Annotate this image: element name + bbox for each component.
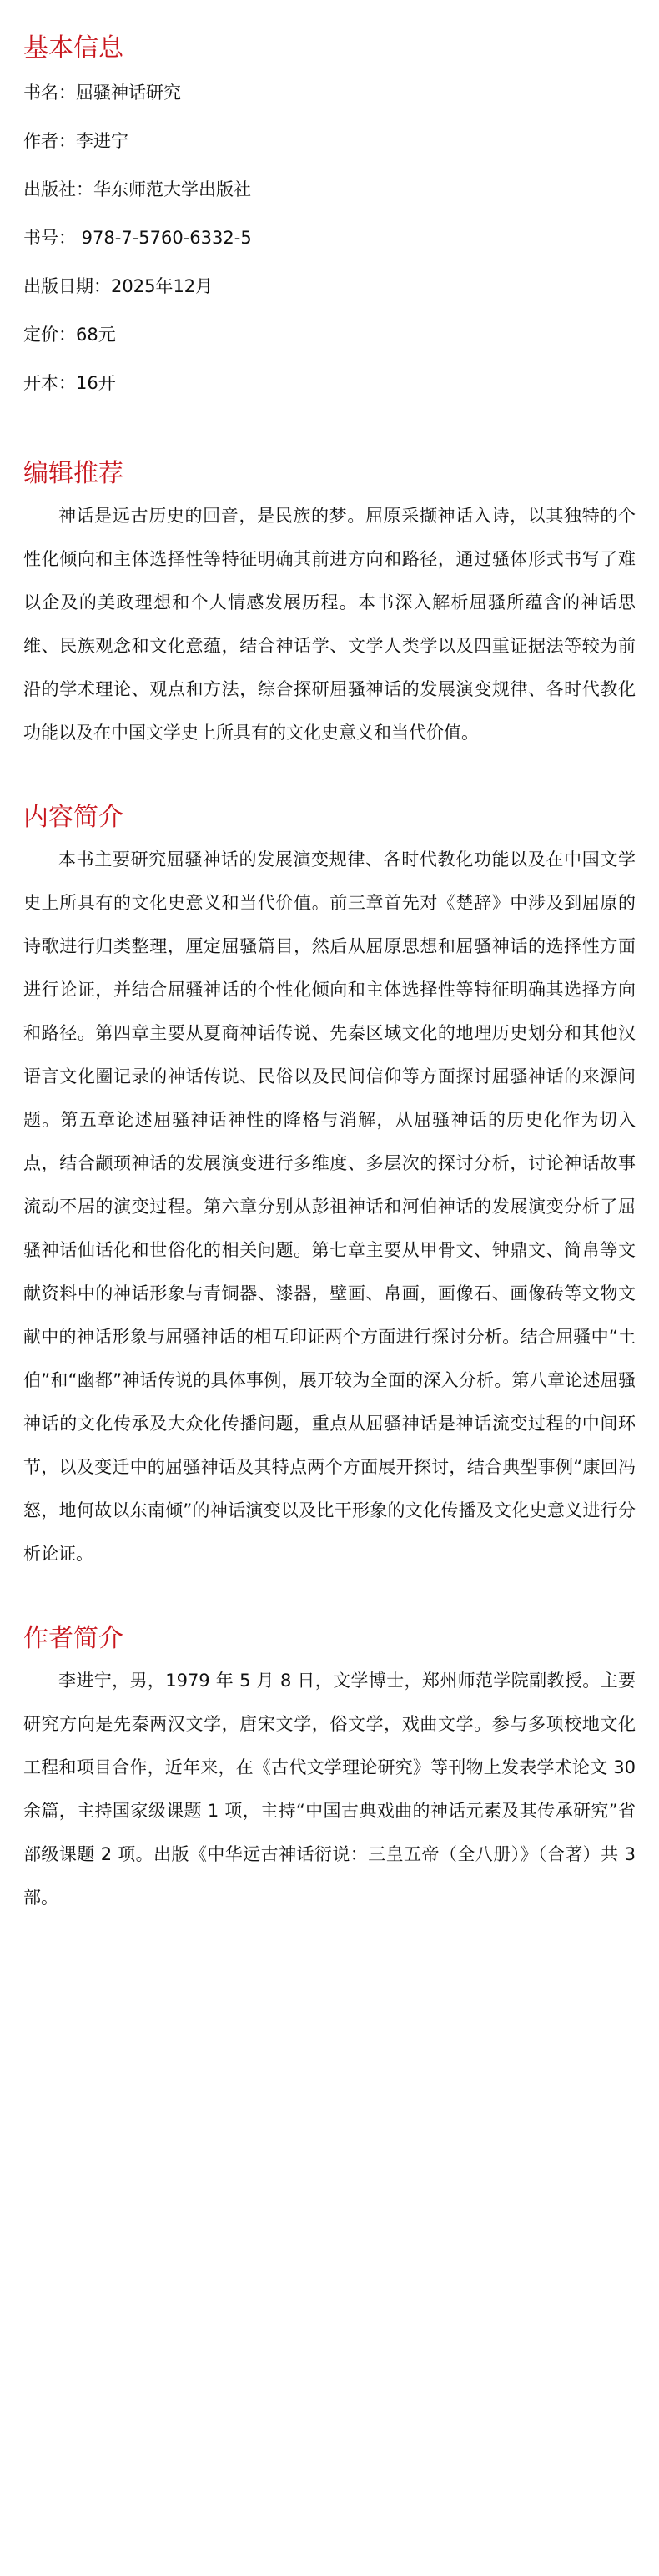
info-publish-date: 出版日期：2025年12月	[23, 276, 214, 296]
section-spacer	[23, 396, 636, 454]
info-book-title: 书名：屈骚神话研究	[23, 83, 181, 103]
content-summary-text: 本书主要研究屈骚神话的发展演变规律、各时代教化功能以及在中国文学史上所具有的文化史意义和当代价值。前三章首先对《楚辞》中涉及到屈原的诗歌进行归类整理，厘定屈骚篇目，然后从屈原思想和屈骚神话的选择性方面进行论证，并结合屈骚神话的个性化倾向和主体选择性等特征明确其选择方向和路径。第四章主要从夏商神话传说、先秦区域文化的地理历史划分和其他汉语言文化圈记录的神话传说、民俗以及民间信仰等方面探讨屈骚神话的来源问题。第五章论述屈骚神话神性的降格与消解，从屈骚神话的历史化作为切入点，结合颛顼神话的发展演变进行多维度、多层次的探讨分析，讨论神话故事流动不居的演变过程。第六章分别从彭祖神话和河伯神话的发展演变分析了屈骚神话仙话化和世俗化的相关问题。第七章主要从甲骨文、钟鼎文、简帛等文献资料中的神话形象与青铜器、漆器，壁画、帛画，画像石、画像砖等文物文献中的神话形象与屈骚神话的相互印证两个方面进行探讨分析。结合屈骚中“土伯”和“幽都”神话传说的具体事例，展开较为全面的深入分析。第八章论述屈骚神话的文化传承及大众化传播问题，重点从屈骚神话是神话流变过程的中间环节，以及变迁中的屈骚神话及其特点两个方面展开探讨，结合典型事例“康回冯怒，地何故以东南倾”的神话演变以及比干形象的文化传播及文化史意义进行分析论证。	[23, 849, 636, 1564]
info-isbn: 书号： 978-7-5760-6332-5	[23, 228, 252, 248]
author-intro-section	[23, 1619, 636, 1919]
editor-recommendation-section	[23, 454, 636, 754]
basic-info-section	[23, 28, 636, 396]
author-intro-text: 李进宁，男，1979 年 5 月 8 日，文学博士，郑州师范学院副教授。主要研究方向是先秦两汉文学，唐宋文学，俗文学，戏曲文学。参与多项校地文化工程和项目合作，近年来，在《古代文学理论研究》等刊物上发表学术论文 30 余篇，主持国家级课题 1 项，主持“中国古典戏曲的神话元素及其传承研究”省部级课题 2 项。出版《中华远古神话衍说：三皇五帝（全八册）》（合著）共 3 部。	[23, 1671, 636, 1908]
editor-recommendation-text: 神话是远古历史的回音，是民族的梦。屈原采撷神话入诗，以其独特的个性化倾向和主体选择性等特征明确其前进方向和路径，通过骚体形式书写了难以企及的美政理想和个人情感发展历程。本书深入解析屈骚所蕴含的神话思维、民族观念和文化意蕴，结合神话学、文学人类学以及四重证据法等较为前沿的学术理论、观点和方法，综合探研屈骚神话的发展演变规律、各时代教化功能以及在中国文学史上所具有的文化史意义和当代价值。	[23, 506, 636, 743]
content-summary-section	[23, 798, 636, 1575]
content-summary-heading: 内容简介	[23, 803, 123, 832]
section-spacer	[23, 1575, 636, 1619]
info-author: 作者：李进宁	[23, 131, 128, 151]
info-price: 定价：68元	[23, 325, 116, 345]
basic-info-heading: 基本信息	[23, 33, 123, 63]
section-spacer	[23, 754, 636, 798]
author-intro-heading: 作者简介	[23, 1624, 123, 1653]
info-format: 开本：16开	[23, 373, 116, 393]
info-publisher: 出版社：华东师范大学出版社	[23, 179, 251, 199]
editor-recommendation-heading: 编辑推荐	[23, 459, 123, 488]
